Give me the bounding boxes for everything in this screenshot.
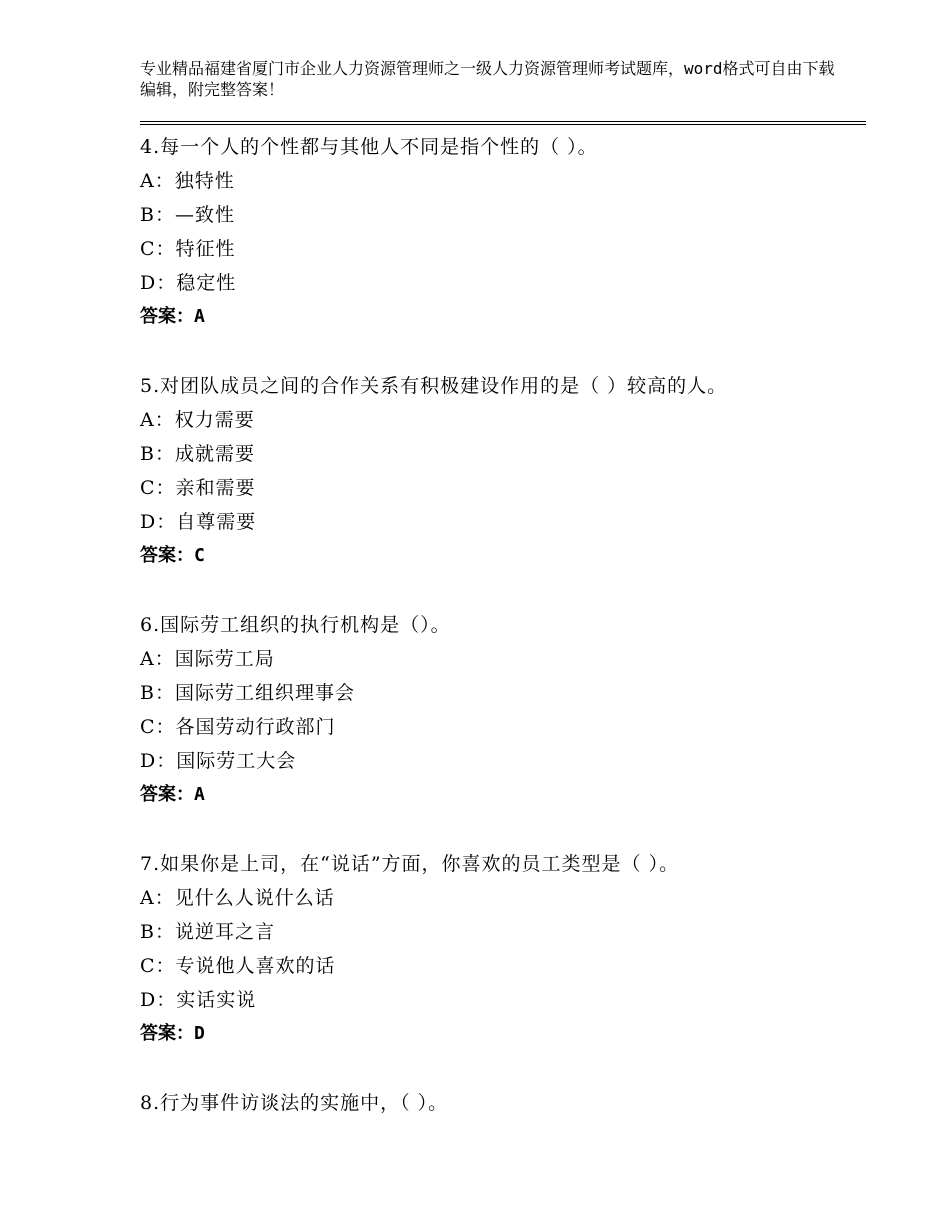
answer-line (140, 778, 866, 812)
option-d: D：自尊需要 (140, 511, 257, 533)
question-item-7 (140, 847, 866, 1051)
question-list (140, 130, 866, 1155)
option-c: C：亲和需要 (140, 477, 256, 499)
option-c: C：专说他人喜欢的话 (140, 955, 336, 977)
option-b: B：国际劳工组织理事会 (140, 682, 355, 704)
option-c: C：各国劳动行政部门 (140, 716, 336, 738)
option-c: C：特征性 (140, 238, 236, 260)
question-stem: 5.对团队成员之间的合作关系有积极建设作用的是（ ）较高的人。 (140, 375, 728, 397)
answer-line (140, 300, 866, 334)
header-rule-top (140, 121, 866, 122)
answer-label: 答案： (140, 306, 194, 327)
question-item-5 (140, 369, 866, 573)
answer-value: A (194, 306, 205, 327)
option-a: A：国际劳工局 (140, 648, 275, 670)
answer-line (140, 1017, 866, 1051)
answer-label: 答案： (140, 784, 194, 805)
answer-value: A (194, 784, 205, 805)
question-item-4 (140, 130, 866, 334)
question-stem: 6.国际劳工组织的执行机构是（）。 (140, 614, 451, 636)
question-item-8 (140, 1086, 866, 1120)
option-a: A：独特性 (140, 170, 235, 192)
option-a: A：权力需要 (140, 409, 255, 431)
document-header: 专业精品福建省厦门市企业人力资源管理师之一级人力资源管理师考试题库，word格式可自由下载编辑，附完整答案！ (140, 59, 835, 99)
question-stem: 8.行为事件访谈法的实施中，（ ）。 (140, 1092, 449, 1114)
option-b: B：说逆耳之言 (140, 921, 275, 943)
option-d: D：国际劳工大会 (140, 750, 297, 772)
option-d: D：稳定性 (140, 272, 237, 294)
header-rule-bottom (140, 124, 866, 125)
option-d: D：实话实说 (140, 989, 257, 1011)
answer-value: C (194, 545, 205, 566)
option-a: A：见什么人说什么话 (140, 887, 335, 909)
answer-value: D (194, 1023, 205, 1044)
question-item-6 (140, 608, 866, 812)
option-b: B：成就需要 (140, 443, 255, 465)
question-stem: 7.如果你是上司，在“说话”方面，你喜欢的员工类型是（ ）。 (140, 853, 680, 875)
option-b: B：—致性 (140, 204, 235, 226)
question-stem: 4.每一个人的个性都与其他人不同是指个性的（ ）。 (140, 136, 598, 158)
answer-label: 答案： (140, 1023, 194, 1044)
answer-label: 答案： (140, 545, 194, 566)
answer-line (140, 539, 866, 573)
